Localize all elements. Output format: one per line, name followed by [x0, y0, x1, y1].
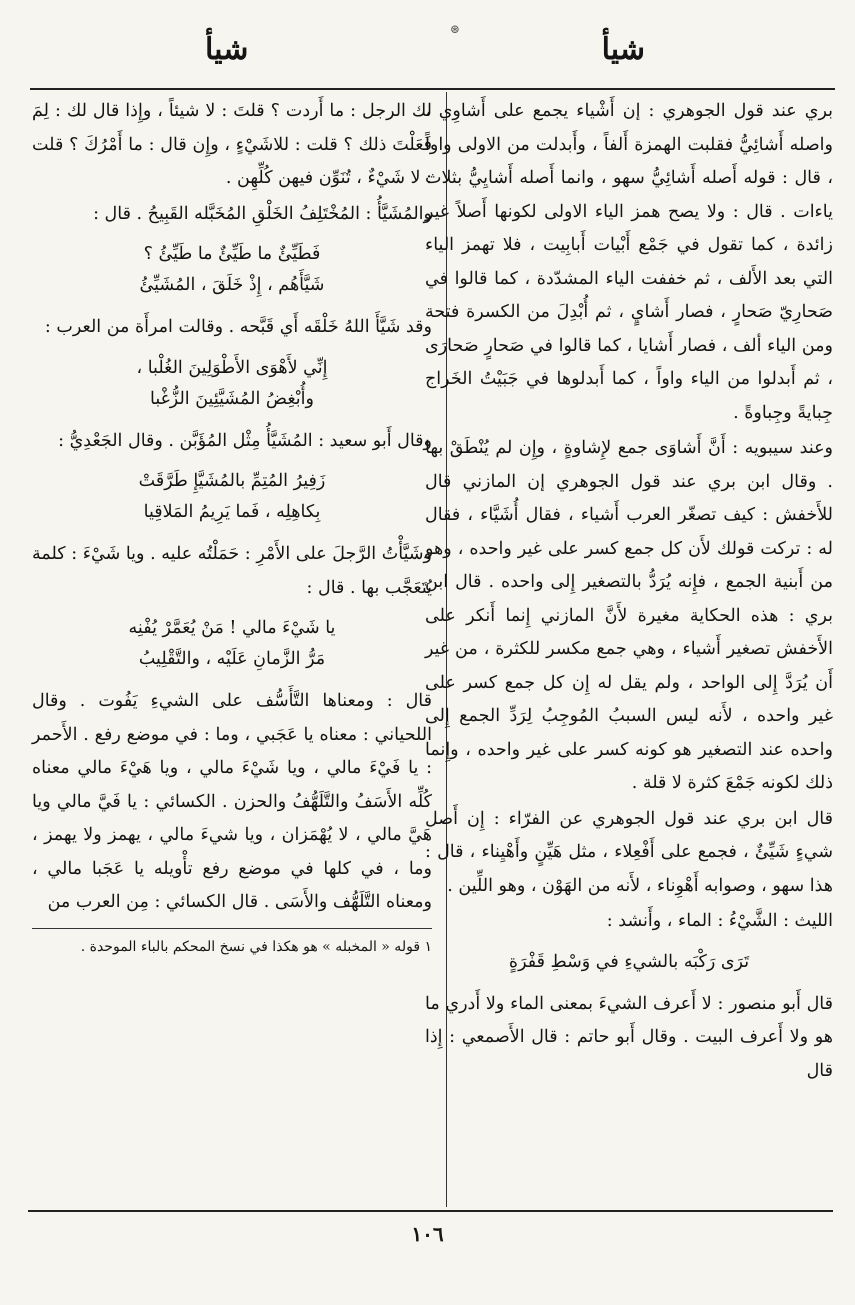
verse [32, 613, 432, 675]
verse-hemistich: إِنِّي لأَهْوَى الأَطْوَلِينَ الغُلْبا ، [136, 357, 328, 378]
top-rule [30, 88, 835, 90]
page-header [0, 22, 855, 88]
page-number: ١٠٦ [411, 1222, 444, 1246]
paragraph: قال : ومعناها التَّأَسُّف على الشيءِ يَفُوت . وقال اللحياني : معناه يا عَجَبي ، وما : في موضع رفع . الأَحمر : يا فَيْءَ مالي ، ويا شَيْءَ مالي ، ويا هَيْءَ مالي معناه كُلِّه الأَسَفُ والتَّلَهُّفُ والحزن . الكسائي : يا فَيَّ مالي ويا هَيَّ مالي ، لا يُهْمَزان ، ويا شيءَ مالي ، يهمز ولا يهمز ، وما ، في كلها في موضع رفع تأْويله يا عَجَبا مالي ، ومعناه التَّلَهُّف والأَسَى . قال الكسائي : مِن العرب من [32, 691, 432, 912]
verse-hemistich: يا شَيْءَ مالي ! مَنْ يُعَمَّرْ يُفْنِه [128, 618, 336, 638]
footnote: ١ قوله « المخبله » هو هكذا في نسخ المحكم بالباء الموحدة . [80, 938, 432, 955]
paragraph: وقال أَبو سعيد : المُشَيَّأُ مِثْل المُؤَبَّن . وقال الجَعْدِيُّ : [58, 430, 432, 451]
verse-hemistich: شَيَّأَهُم ، إِذْ خَلَقَ ، المُشَيِّئُ [139, 275, 325, 295]
paragraph: قال ابن بري عند قول الجوهري عن الفرّاء : إِن أَصل شيءٍ شَيِّئٌ ، فجمع على أَفْعِلاء ، مثل هَيِّنٍ وأَهْيِناء ، قال : هذا سهو ، وصوابه أَهْوِناء ، لأَنه من الهَوْن ، وهو اللِّين . [425, 808, 833, 896]
headword-left: شيأ [205, 32, 249, 67]
left-column [32, 95, 432, 959]
paragraph: الليث : الشَّيْءُ : الماء ، وأَنشد : [606, 911, 833, 931]
verse-hemistich: تَرَى رَكْبَه بالشيءِ في وَسْطِ قَفْرَةٍ [508, 951, 750, 972]
verse-hemistich: مَرُّ الزَّمانِ عَلَيْه ، والتَّقْلِيبُ [138, 649, 326, 669]
emblem-icon: ⊛ [449, 22, 460, 36]
paragraph: بري عند قول الجوهري : إن أَشْياء يجمع على أَشاوِي ، واصله أَشائِيُّ فقلبت الهمزة أَلفاً ، وأَبدلت من الاولى واواً ، قال : قوله أَصله أَشائِيُّ سهو ، وانما أَصله أَشايِيُّ بثلاث ياءات . قال : ولا يصح همز الياء الاولى لكونها أَصلاً غير زائدة ، كما تقول في جَمْع أَبْيات أَبابِيت ، فلا تهمز الياء التي بعد الأَلف ، ثم خففت الياء المشدّدة ، كما قالوا في صَحارِيّ صَحارٍ ، فصار أَشايٍ ، ثم أُبْدِلَ من الكسرة فتحة ومن الياء ألف ، فصار أَشايا ، كما قالوا في صَحارٍ صَحارَى ، ثم أَبدلوا من الياء واواً ، كما أَبدلوها في جَبَيْتُ الخَراج جِبايةً وجِباوةً . [425, 101, 833, 423]
paragraph: لك الرجل : ما أَردت ؟ قلتَ : لا شيئاً ، وإِذا قال لك : لِمَ فَعَلْتَ ذلك ؟ قلت : للاشَيْءٍ ، وإِن قال : ما أَمْرُكَ ؟ قلت : لا شَيْءٌ ، تُنَوِّن فيهن كُلِّهِن . [32, 101, 432, 188]
verse [32, 239, 432, 301]
verse-hemistich: وأُبْغِضُ المُشَيَّئِينَ الزُّغْبا [150, 388, 314, 409]
verse-hemistich: زَفِيرُ المُتِمِّ بالمُشَيَّإِ طَرَّقَتْ [138, 471, 326, 491]
paragraph: وقد شَيَّأَ اللهُ خَلْقَه أَي قَبَّحه . وقالت امرأَة من العرب : [44, 317, 432, 337]
paragraph: وشَيَّأْتُ الرَّجلَ على الأَمْرِ : حَمَلْتُه عليه . ويا شَيْءَ : كلمة يُتَعَجَّب بها . قال : [32, 544, 432, 598]
paragraph: والمُشَيَّأُ : المُخْتَلِفُ الخَلْقِ المُخَبَّله القَبِيحُ . قال : [93, 203, 432, 224]
verse [32, 353, 432, 415]
bottom-rule [28, 1210, 833, 1212]
footnote-rule [32, 928, 432, 929]
verse-hemistich: بِكاهِلِه ، فَما يَرِيمُ المَلاقِيا [143, 502, 321, 522]
paragraph: وعند سيبويه : أَنَّ أَشاوَى جمع لإِشاوةٍ ، وإِن لم يُنْطَقْ بها . وقال ابن بري عند قول الجوهري إن المازني قال للأَخفش : كيف تصغّر العرب أَشياء ، فقال أُشَيَّاء ، فقال له : تركت قولك لأَن كل جمع كسر على غير واحده ، وهو من أَبنية الجمع ، فإِنه يُرَدُّ بالتصغير إِلى واحده . قال ابن بري : هذه الحكاية مغيرة لأَنَّ المازني إِنما أَنكر على الأَخفش تصغير أَشياء ، وهي جمع مكسر للكثرة ، من غير أَن يُرَدَّ إِلى الواحد ، ولم يقل له إِن كل جمع كسر على غير واحده ، لأَنه ليس السببُ المُوجِبُ لِرَدِّ الجمع إِلى واحده عند التصغير هو كونه كسر على غير واحده ، وإِنما ذلك لكونه جَمْعَ كثرة لا قلة . [425, 438, 833, 793]
paragraph: قال أَبو منصور : لا أَعرف الشيءَ بمعنى الماء ولا أَدري ما هو ولا أَعرف البيت . وقال أَبو حاتم : قال الأَصمعي : إِذا قال [425, 993, 833, 1081]
right-column [425, 95, 833, 1090]
verse [425, 947, 833, 978]
verse [32, 466, 432, 528]
verse-hemistich: فَطَيِّئٌ ما طَيِّئٌ ما طَيِّئُ ؟ [143, 244, 321, 264]
headword-right: شيأ [601, 32, 645, 67]
